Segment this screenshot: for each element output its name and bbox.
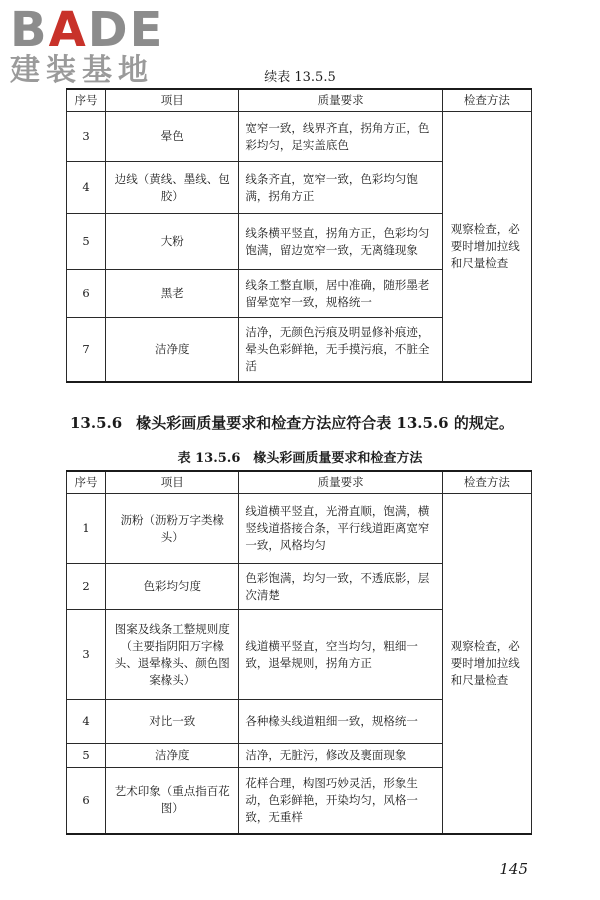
header-num: 序号 <box>67 89 106 112</box>
header-item: 项目 <box>106 471 239 494</box>
table1 <box>66 88 532 383</box>
row-requirement: 线道横平竖直，空当均匀，粗细一致，退晕规则，拐角方正 <box>239 610 442 700</box>
table2 <box>66 470 532 835</box>
row-requirement: 各种椽头线道粗细一致，规格统一 <box>239 700 442 744</box>
row-item: 对比一致 <box>106 700 239 744</box>
row-requirement: 线道横平竖直，光滑直顺，饱满，横竖线道搭接合条，平行线道距离宽窄一致，风格均匀 <box>239 494 442 564</box>
row-requirement: 线条齐直，宽窄一致，色彩均匀饱满，拐角方正 <box>239 162 442 214</box>
clause-13-5-6 <box>70 412 514 433</box>
row-item: 黑老 <box>106 270 239 318</box>
row-item: 洁净度 <box>106 744 239 768</box>
table1-caption: 续表 13.5.5 <box>264 70 336 85</box>
row-num: 4 <box>67 162 106 214</box>
row-item: 沥粉（沥粉万字类椽头） <box>106 494 239 564</box>
logo-subtitle: 建装基地 <box>10 53 154 88</box>
clause-text: 椽头彩画质量要求和检查方法应符合表 13.5.6 的规定。 <box>136 414 514 432</box>
table-row <box>67 112 532 162</box>
table-row <box>67 494 532 564</box>
clause-number: 13.5.6 <box>70 414 123 432</box>
row-requirement: 花样合理，构图巧妙灵活，形象生动，色彩鲜艳，开染均匀，风格一致，无重样 <box>239 768 442 834</box>
row-num: 5 <box>67 214 106 270</box>
row-num: 3 <box>67 112 106 162</box>
row-num: 4 <box>67 700 106 744</box>
row-requirement: 色彩饱满，均匀一致，不透底影，层次清楚 <box>239 564 442 610</box>
row-item: 洁净度 <box>106 318 239 382</box>
header-method: 检查方法 <box>442 471 531 494</box>
row-num: 2 <box>67 564 106 610</box>
header-requirement: 质量要求 <box>239 89 442 112</box>
table2-caption: 表 13.5.6 椽头彩画质量要求和检查方法 <box>177 451 423 466</box>
row-requirement: 线条工整直顺，居中准确，随形墨老留晕宽窄一致，规格统一 <box>239 270 442 318</box>
row-requirement: 宽窄一致，线界齐直，拐角方正，色彩均匀，足实盖底色 <box>239 112 442 162</box>
row-item: 色彩均匀度 <box>106 564 239 610</box>
row-item: 大粉 <box>106 214 239 270</box>
header-requirement: 质量要求 <box>239 471 442 494</box>
row-method: 观察检查，必要时增加拉线和尺量检查 <box>442 494 531 834</box>
row-item: 边线（黄线、墨线、包胶） <box>106 162 239 214</box>
row-item: 艺术印象（重点指百花图） <box>106 768 239 834</box>
row-num: 1 <box>67 494 106 564</box>
row-num: 3 <box>67 610 106 700</box>
header-num: 序号 <box>67 471 106 494</box>
page-number: 145 <box>499 860 528 878</box>
row-num: 6 <box>67 768 106 834</box>
row-requirement: 洁净，无脏污，修改及裹面现象 <box>239 744 442 768</box>
header-item: 项目 <box>106 89 239 112</box>
row-num: 5 <box>67 744 106 768</box>
table1-header-row <box>67 89 532 112</box>
row-item: 图案及线条工整规则度（主要指阴阳万字椽头、退晕椽头、颜色图案椽头） <box>106 610 239 700</box>
table2-header-row <box>67 471 532 494</box>
logo-mark: BADE <box>10 2 165 58</box>
row-method: 观察检查，必要时增加拉线和尺量检查 <box>442 112 531 382</box>
row-num: 6 <box>67 270 106 318</box>
row-num: 7 <box>67 318 106 382</box>
row-item: 晕色 <box>106 112 239 162</box>
row-requirement: 洁净，无颜色污痕及明显修补痕迹，晕头色彩鲜艳，无手摸污痕，不脏全活 <box>239 318 442 382</box>
header-method: 检查方法 <box>442 89 531 112</box>
row-requirement: 线条横平竖直，拐角方正，色彩均匀饱满，留边宽窄一致，无离缝现象 <box>239 214 442 270</box>
